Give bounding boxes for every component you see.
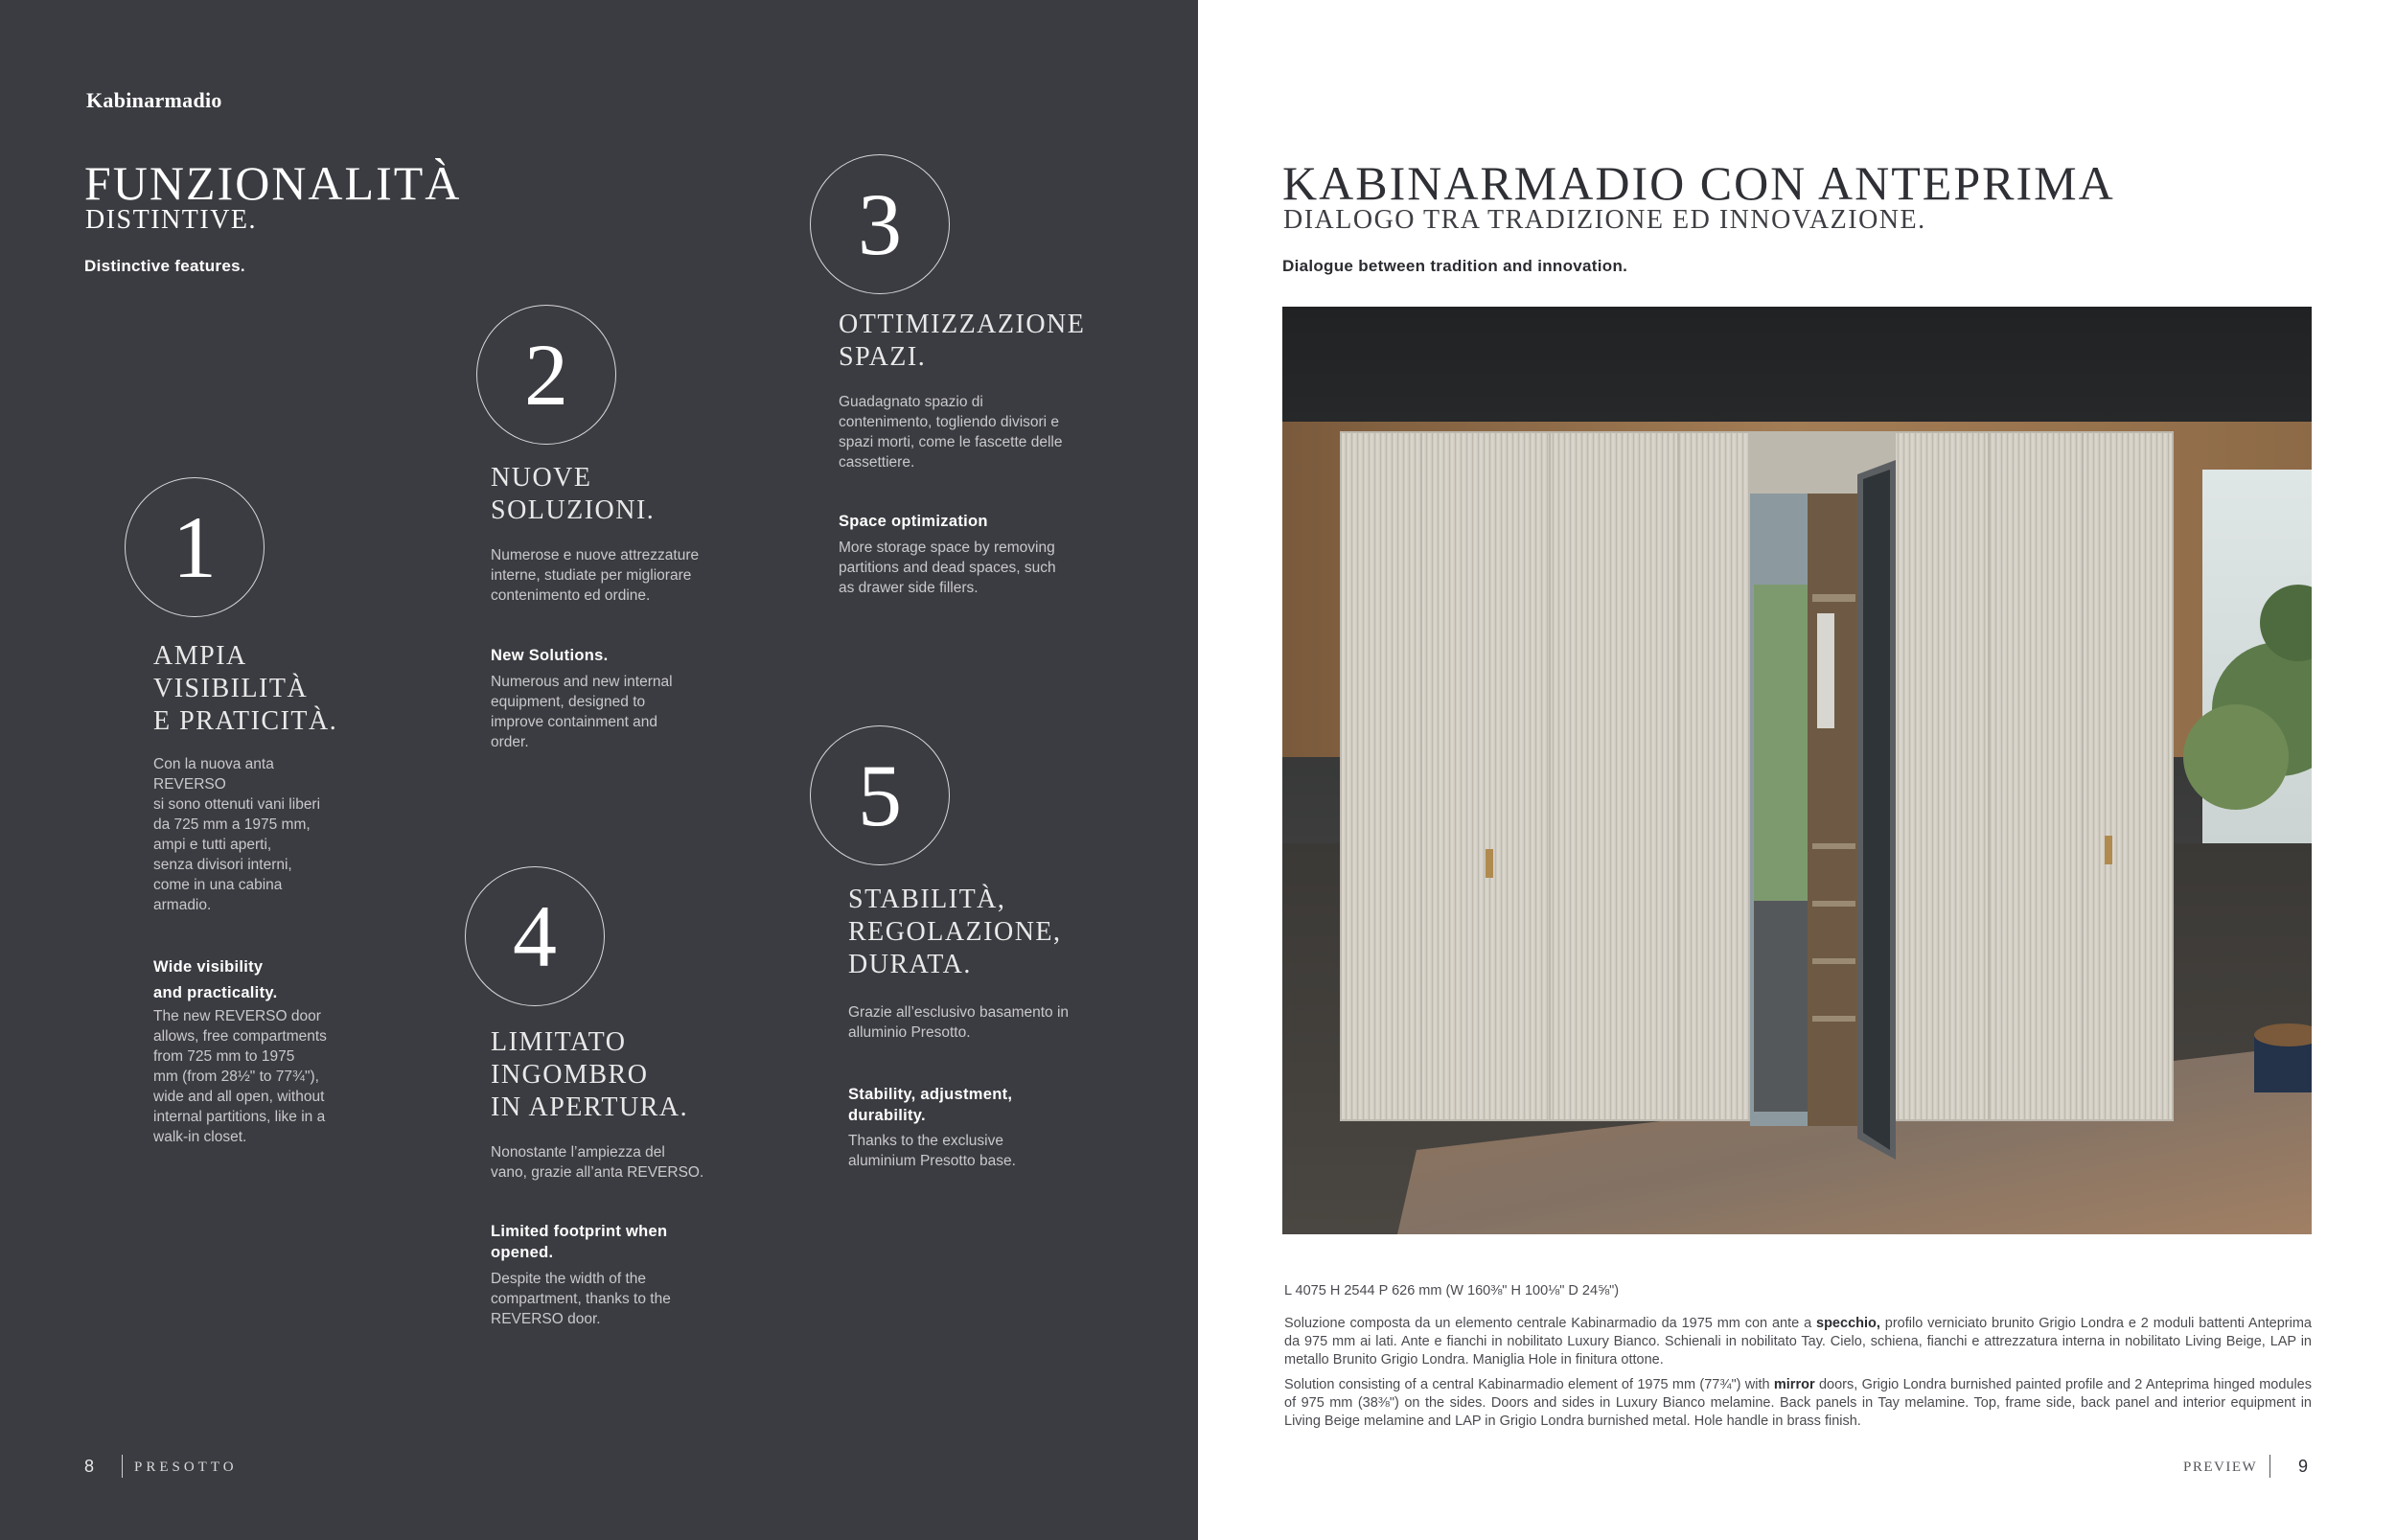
feature-text-en-5: Thanks to the exclusive aluminium Presotto base. bbox=[848, 1133, 1016, 1169]
feature-number-5: 5 bbox=[810, 725, 950, 865]
page-number-left: 8 bbox=[84, 1457, 95, 1476]
feature-text-it-2: Numerose e nuove attrezzature interne, studiate per migliorare contenimento ed ordine. bbox=[491, 547, 700, 604]
feature-number-1: 1 bbox=[125, 477, 265, 617]
feature-text-en-1: The new REVERSO door allows, free compartments from 725 mm to 1975 mm (from 28½" to 77¾"), wide and all open, without internal partitions, like in a walk-in closet. bbox=[153, 1008, 327, 1145]
feature-title-en-5: Stability, adjustment, durability. bbox=[848, 1086, 1013, 1124]
feature-title-en-3: Space optimization bbox=[839, 513, 988, 530]
product-dimensions: L 4075 H 2544 P 626 mm (W 160⅜" H 100⅛" D 24⅝") bbox=[1284, 1283, 1620, 1299]
description-english: Solution consisting of a central Kabinarmadio element of 1975 mm (77¾") with mirror doors, Grigio Londra burnished painted profile and 2 Anteprima hinged modules of 975 mm (38⅜") on the sides. Doors and sides in Luxury Bianco melamine. Back panels in Tay melamine. Top, frame side, back panel and interior equipment in Living Beige melamine and LAP in Grigio Londra burnished metal. Hole handle in brass finish. bbox=[1284, 1377, 2312, 1429]
feature-text-en-4: Despite the width of the compartment, thanks to the REVERSO door. bbox=[491, 1271, 671, 1327]
feature-text-it-4: Nonostante l’ampiezza del vano, grazie all’anta REVERSO. bbox=[491, 1144, 704, 1181]
feature-text-it-1: Con la nuova anta REVERSO si sono ottenuti vani liberi da 725 mm a 1975 mm, ampi e tutti aperti, senza divisori interni, come in una cabina armadio. bbox=[153, 756, 321, 913]
feature-number-3: 3 bbox=[810, 154, 950, 294]
feature-number-2: 2 bbox=[476, 305, 616, 445]
feature-title-2: NUOVE SOLUZIONI. bbox=[491, 463, 656, 525]
section-name: Kabinarmadio bbox=[86, 88, 222, 112]
feature-title-en-4: Limited footprint when opened. bbox=[491, 1223, 668, 1261]
feature-number-4: 4 bbox=[465, 866, 605, 1006]
page-tagline: Distinctive features. bbox=[84, 257, 245, 275]
feature-title-3: OTTIMIZZAZIONE SPAZI. bbox=[839, 310, 1086, 372]
page-subtitle: DISTINTIVE. bbox=[85, 205, 258, 235]
feature-text-en-3: More storage space by removing partitions and dead spaces, such as drawer side fillers. bbox=[839, 540, 1056, 596]
footer-divider-right bbox=[2269, 1455, 2270, 1478]
feature-title-en-2: New Solutions. bbox=[491, 647, 609, 664]
footer-label: PREVIEW bbox=[2183, 1460, 2258, 1475]
footer-divider-left bbox=[122, 1455, 123, 1478]
product-subtitle: DIALOGO TRA TRADIZIONE ED INNOVAZIONE. bbox=[1283, 205, 1926, 235]
right-page bbox=[1198, 0, 2396, 1540]
feature-title-en-1: Wide visibility and practicality. bbox=[153, 958, 278, 1001]
feature-text-en-2: Numerous and new internal equipment, designed to improve containment and order. bbox=[491, 674, 673, 750]
feature-title-4: LIMITATO INGOMBRO IN APERTURA. bbox=[491, 1027, 689, 1122]
page-title: FUNZIONALITÀ bbox=[84, 156, 462, 210]
product-photo bbox=[1282, 307, 2312, 1234]
page-number-right: 9 bbox=[2298, 1457, 2309, 1476]
feature-text-it-3: Guadagnato spazio di contenimento, togliendo divisori e spazi morti, come le fascette delle cassettiere. bbox=[839, 394, 1063, 471]
product-tagline: Dialogue between tradition and innovation. bbox=[1282, 257, 1628, 275]
feature-title-5: STABILITÀ, REGOLAZIONE, DURATA. bbox=[848, 885, 1062, 979]
brand-name: PRESOTTO bbox=[134, 1460, 238, 1475]
feature-text-it-5: Grazie all’esclusivo basamento in alluminio Presotto. bbox=[848, 1004, 1070, 1041]
description-italian: Soluzione composta da un elemento centrale Kabinarmadio da 1975 mm con ante a specchio, profilo verniciato brunito Grigio Londra e 2 moduli battenti Anteprima da 975 mm ai lati. Ante e fianchi in nobilitato Luxury Bianco. Schienali in nobilitato Tay. Cielo, schiena, fianchi e attrezzatura interna in nobilitato Living Beige, LAP in metallo Brunito Grigio Londra. Maniglia Hole in finitura ottone. bbox=[1284, 1316, 2312, 1368]
product-title: KABINARMADIO CON ANTEPRIMA bbox=[1282, 156, 2115, 210]
feature-title-1: AMPIA VISIBILITÀ E PRATICITÀ. bbox=[153, 641, 338, 736]
